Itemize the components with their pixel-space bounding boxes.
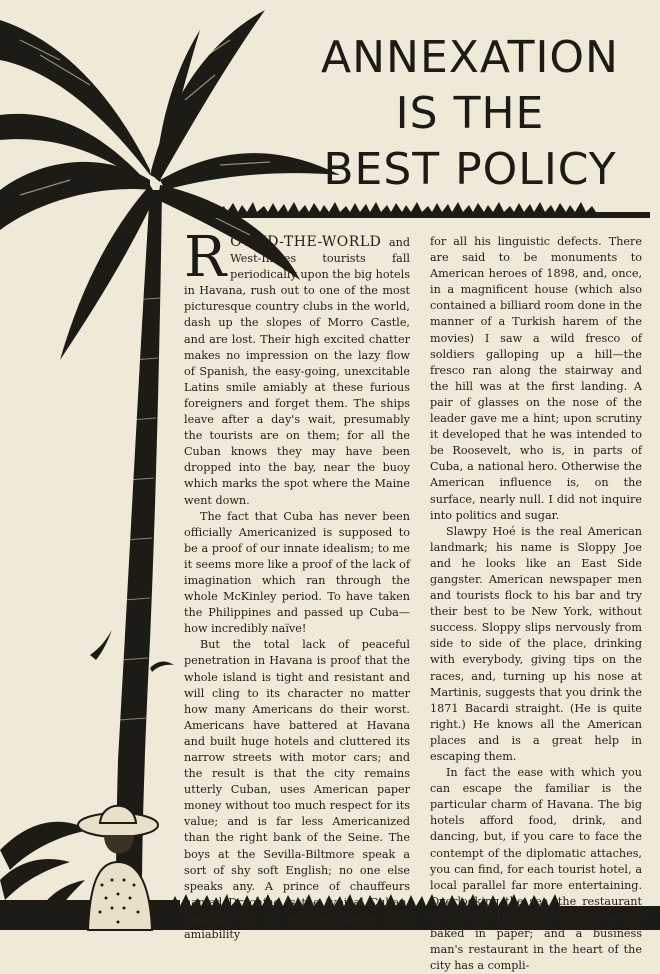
- paragraph: In fact the ease with which you can escape the familiar is the particular charm of Havana. The big hotels afford food, drink, and dancing, but, if you care to face the contempt of the diplomatic attaches, you can find, for each tourist hotel, a local parallel far more entertaining. Overlooking the sea, the restaurant of Los Dos Hermanos offers you fish baked in paper; and a business man's restaurant in the heart of the city has a compli-: [430, 766, 642, 973]
- paragraph: But the total lack of peaceful penetration in Havana is proof that the whole island is tight and resistant and will cling to its character no matter how many Americans do their worst. Americans have battered at Havana and built huge hotels and cluttered its narrow streets with motor cars; and the result is that the city remains utterly Cuban, uses American paper money without too much respect for its value; and is far less Americanized than the right bank of the Seine. The boys at the Sevilla-Biltmore speak a sort of shy soft English; no one else speaks any. A prince of chauffeurs named Drachino is the typical Cuban, making up in resourcefulness and amiability: [184, 638, 410, 942]
- paragraph: [184, 225, 410, 509]
- drop-cap: R: [184, 225, 227, 290]
- bird-icon: [90, 630, 112, 660]
- man-in-hat-illustration: [78, 806, 158, 930]
- paragraph: Slawpy Hoé is the real American landmark; his name is Sloppy Joe and he looks like an East Side gangster. American newspaper men and tourists flock to his bar and try their best to be New York, without success. Sloppy slips nervously from side to side of the place, drinking with everybody, giving tips on the races, and, turning up his nose at Martinis, suggests that you drink the 1871 Bacardi straight. (He is quite right.) He knows all the American places and is a great help in escaping them.: [430, 524, 642, 763]
- title-line: BEST POLICY: [323, 144, 617, 195]
- grass-border: [198, 202, 650, 218]
- article-column-left: [184, 225, 410, 943]
- paragraph-text: and West-Indies tourists fall periodically upon the big hotels in Havana, rush out to one of the most picturesque country clubs in the world, dash up the slopes of Morro Castle, and are lost. Their high excited chatter makes no impression on the lazy flow of Spanish, the easy-going, unexcitable Latins smile amiably at these furious foreigners and forget them. The ships leave after a day's wait, presumably the tourists are on them; for all the Cuban knows they may have been dropped into the bay, near the buoy which marks the spot where the Maine went down.: [184, 236, 410, 507]
- bird-icon: [150, 662, 174, 672]
- title-line: ANNEXATION: [321, 32, 619, 83]
- article-column-right: [430, 234, 642, 974]
- palm-trunk: [116, 190, 162, 900]
- article-title: [300, 30, 640, 198]
- lead-in: OUND-THE-WORLD: [230, 234, 382, 250]
- paragraph: for all his linguistic defects. There are said to be monuments to American heroes of 1898, and, once, in a magnificent house (which also contained a billiard room done in the manner of a Turkish harem of the movies) I saw a wild fresco of soldiers galloping up a hill—the fresco ran along the stairway and the hill was at the first landing. A pair of glasses on the nose of the leader gave me a hint; upon scrutiny it developed that he was intended to be Roosevelt, who is, in parts of Cuba, a national hero. Otherwise the American influence is, on the surface, nearly null. I did not inquire into politics and sugar.: [430, 235, 642, 522]
- paragraph: The fact that Cuba has never been officially Americanized is supposed to be a proof of our innate idealism; to me it seems more like a proof of the lack of imagination which ran through the whole McKinley period. To have taken the Philippines and passed up Cuba—how incredibly naïve!: [184, 509, 410, 636]
- palm-frond: [0, 20, 150, 175]
- title-line: IS THE: [395, 88, 545, 139]
